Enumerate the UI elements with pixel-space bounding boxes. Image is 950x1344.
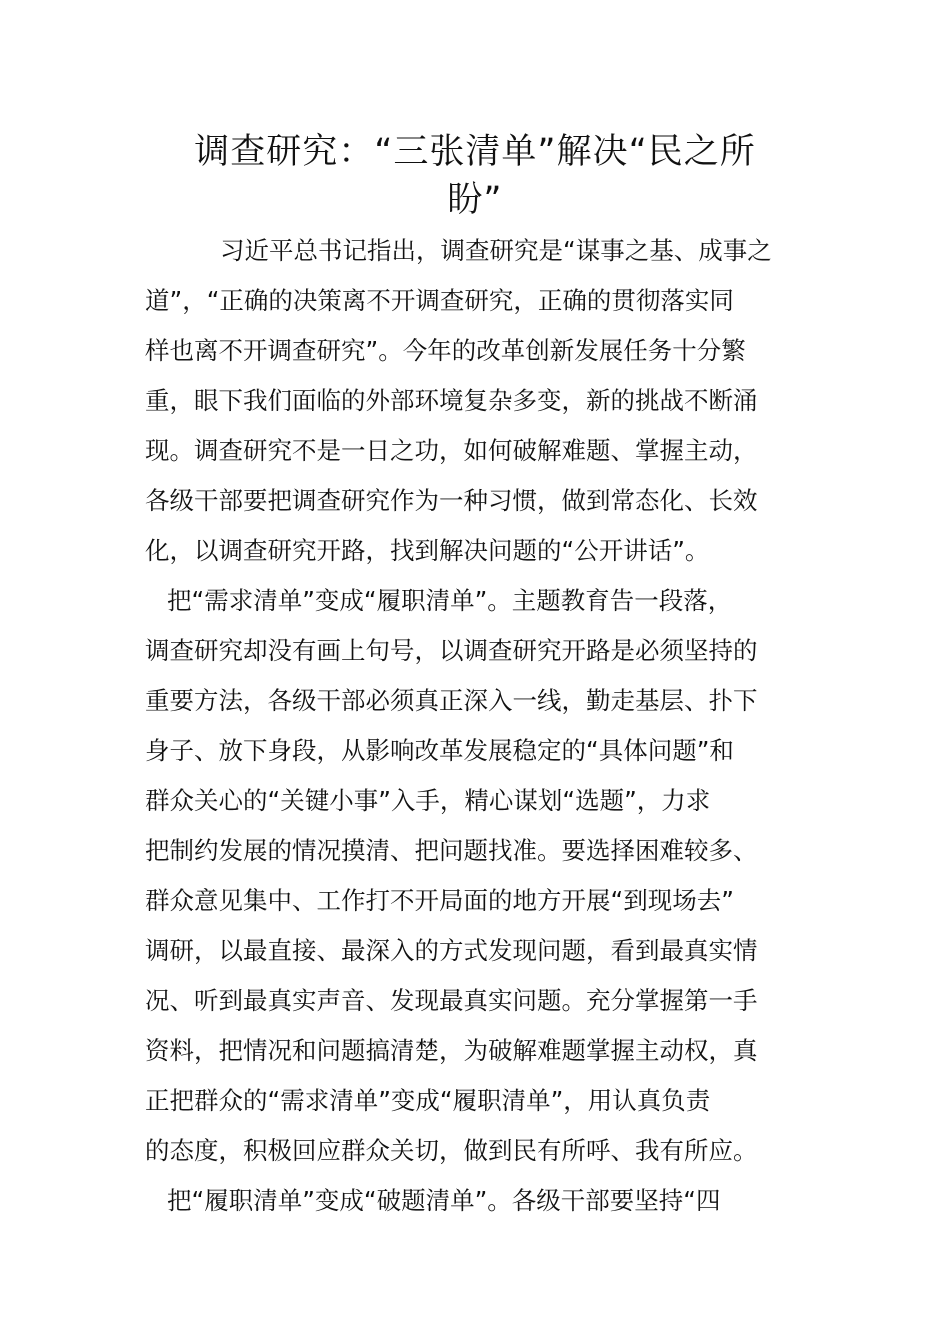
text-line: 把制约发展的情况摸清、把问题找准。要选择困难较多、	[145, 836, 758, 865]
text-line: 正把群众的“需求清单”变成“履职清单”，用认真负责	[145, 1086, 711, 1115]
paragraph	[145, 226, 810, 576]
title-line: 盼”	[447, 180, 503, 220]
text-line: 现。调查研究不是一日之功，如何破解难题、掌握主动，	[145, 436, 758, 465]
paragraph	[145, 1176, 810, 1226]
text-line: 道”，“正确的决策离不开调查研究，正确的贯彻落实同	[145, 286, 734, 315]
text-line: 重，眼下我们面临的外部环境复杂多变，新的挑战不断涌	[145, 386, 758, 415]
text-line: 化，以调查研究开路，找到解决问题的“公开讲话”。	[145, 536, 710, 565]
text-line: 群众关心的“关键小事”入手，精心谋划“选题”，力求	[145, 786, 711, 815]
paragraph	[145, 576, 810, 1176]
text-line: 的态度，积极回应群众关切，做到民有所呼、我有所应。	[145, 1136, 758, 1165]
text-line: 群众意见集中、工作打不开局面的地方开展“到现场去”	[145, 886, 734, 915]
text-line: 调研，以最直接、最深入的方式发现问题，看到最真实情	[145, 936, 758, 965]
text-line: 身子、放下身段，从影响改革发展稳定的“具体问题”和	[145, 736, 734, 765]
text-line: 重要方法，各级干部必须真正深入一线，勤走基层、扑下	[145, 686, 758, 715]
text-line: 资料，把情况和问题搞清楚，为破解难题掌握主动权，真	[145, 1036, 758, 1065]
text-line: 况、听到最真实声音、发现最真实问题。充分掌握第一手	[145, 986, 758, 1015]
page-title	[160, 128, 790, 224]
text-line: 习近平总书记指出，调查研究是“谋事之基、成事之	[220, 236, 772, 265]
title-line: 调查研究：“三张清单”解决“民之所	[194, 132, 756, 172]
text-line: 调查研究却没有画上句号，以调查研究开路是必须坚持的	[145, 636, 758, 665]
text-line: 各级干部要把调查研究作为一种习惯，做到常态化、长效	[145, 486, 758, 515]
text-line: 把“需求清单”变成“履职清单”。主题教育告一段落，	[167, 586, 733, 615]
article-body	[145, 226, 810, 1226]
text-line: 样也离不开调查研究”。今年的改革创新发展任务十分繁	[145, 336, 746, 365]
text-line: 把“履职清单”变成“破题清单”。各级干部要坚持“四	[167, 1186, 721, 1215]
